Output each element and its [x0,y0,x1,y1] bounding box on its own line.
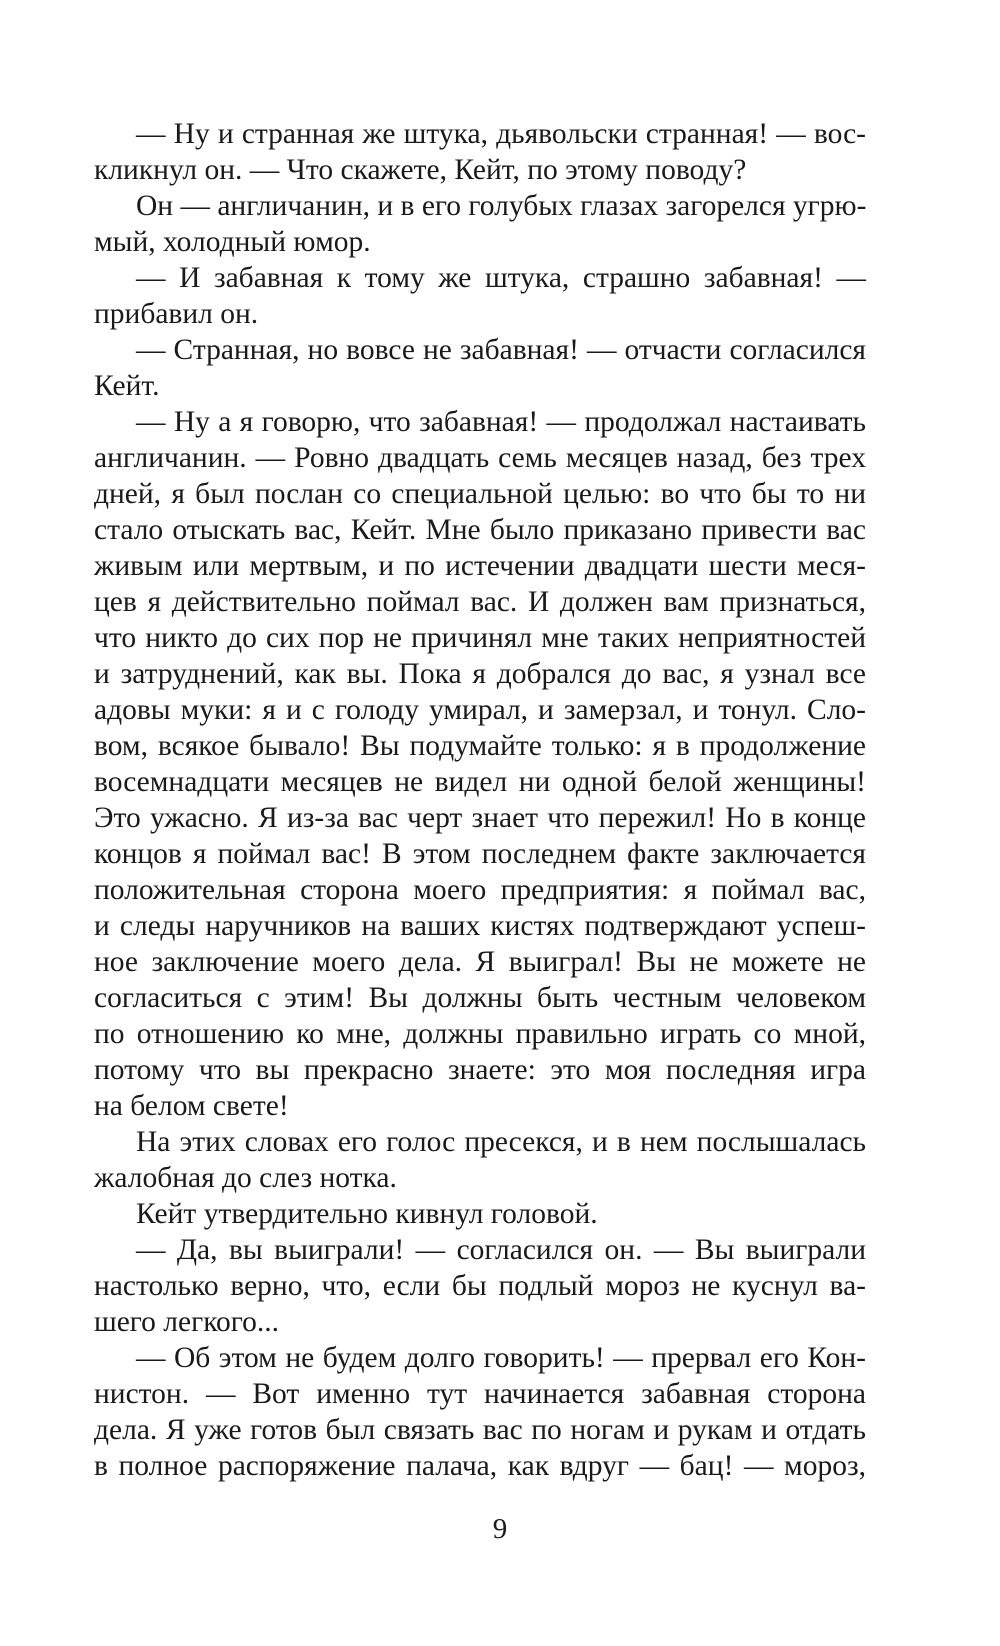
text-line: — Ну и странная же штука, дьявольски странная! — вос- [136,118,866,150]
text-line: дней, я был послан со специальной целью: во что бы то ни [94,478,866,510]
text-line: потому что вы прекрасно знаете: это моя последняя игра [94,1054,866,1086]
text-line: согласиться с этим! Вы должны быть честным человеком [94,982,866,1014]
text-line: — Об этом не будем долго говорить! — прервал его Кон- [136,1342,866,1374]
text-line: и следы наручников на ваших кистях подтверждают успеш- [94,910,866,942]
text-line: На этих словах его голос пресекся, и в нем послышалась [136,1126,866,1158]
text-line: живым или мертвым, и по истечении двадцати шести меся- [94,550,866,582]
text-line: — Ну а я говорю, что забавная! — продолжал настаивать [136,406,866,438]
text-line: жалобная до слез нотка. [94,1162,397,1194]
page-number: 9 [492,1513,508,1545]
text-line: дела. Я уже готов был связать вас по ногам и рукам и отдать [94,1414,866,1446]
text-line: Это ужасно. Я из-за вас черт знает что пережил! Но в конце [94,802,866,834]
text-line: цев я действительно поймал вас. И должен вам признаться, [94,586,866,618]
page-body-text [94,116,866,1484]
text-line: Кейт. [94,370,160,402]
text-line: — Странная, но вовсе не забавная! — отчасти согласился [136,334,866,366]
text-line: положительная сторона моего предприятия: я поймал вас, [94,874,866,906]
text-line: Он — англичанин, и в его голубых глазах загорелся угрю- [136,190,867,222]
text-line: по отношению ко мне, должны правильно играть со мной, [94,1018,866,1050]
text-line: адовы муки: я и с голоду умирал, и замерзал, и тонул. Сло- [94,694,866,726]
text-line: ное заключение моего дела. Я выиграл! Вы не можете не [94,946,866,978]
text-line: англичанин. — Ровно двадцать семь месяцев назад, без трех [94,442,866,474]
text-line: стало отыскать вас, Кейт. Мне было приказано привести вас [94,514,866,546]
text-line: кликнул он. — Что скажете, Кейт, по этому поводу? [94,154,747,186]
text-line: восемнадцати месяцев не видел ни одной белой женщины! [94,766,866,798]
text-line: мый, холодный юмор. [94,226,371,258]
text-line: шего легкого... [94,1306,280,1338]
text-line: — Да, вы выиграли! — согласился он. — Вы выиграли [136,1234,866,1266]
text-line: на белом свете! [94,1090,289,1122]
text-line: нистон. — Вот именно тут начинается забавная сторона [94,1378,866,1410]
text-line: в полное распоряжение палача, как вдруг — бац! — мороз, [94,1450,866,1482]
text-line: — И забавная к тому же штука, страшно забавная! — [136,262,866,294]
text-line: концов я поймал вас! В этом последнем факте заключается [94,838,866,870]
text-line: вом, всякое бывало! Вы подумайте только: я в продолжение [94,730,866,762]
text-line: Кейт утвердительно кивнул головой. [136,1198,598,1230]
text-line: прибавил он. [94,298,259,330]
text-line: и затруднений, как вы. Пока я добрался до вас, я узнал все [94,658,866,690]
text-line: настолько верно, что, если бы подлый мороз не куснул ва- [94,1270,866,1302]
text-line: что никто до сих пор не причинял мне таких неприятностей [94,622,866,654]
